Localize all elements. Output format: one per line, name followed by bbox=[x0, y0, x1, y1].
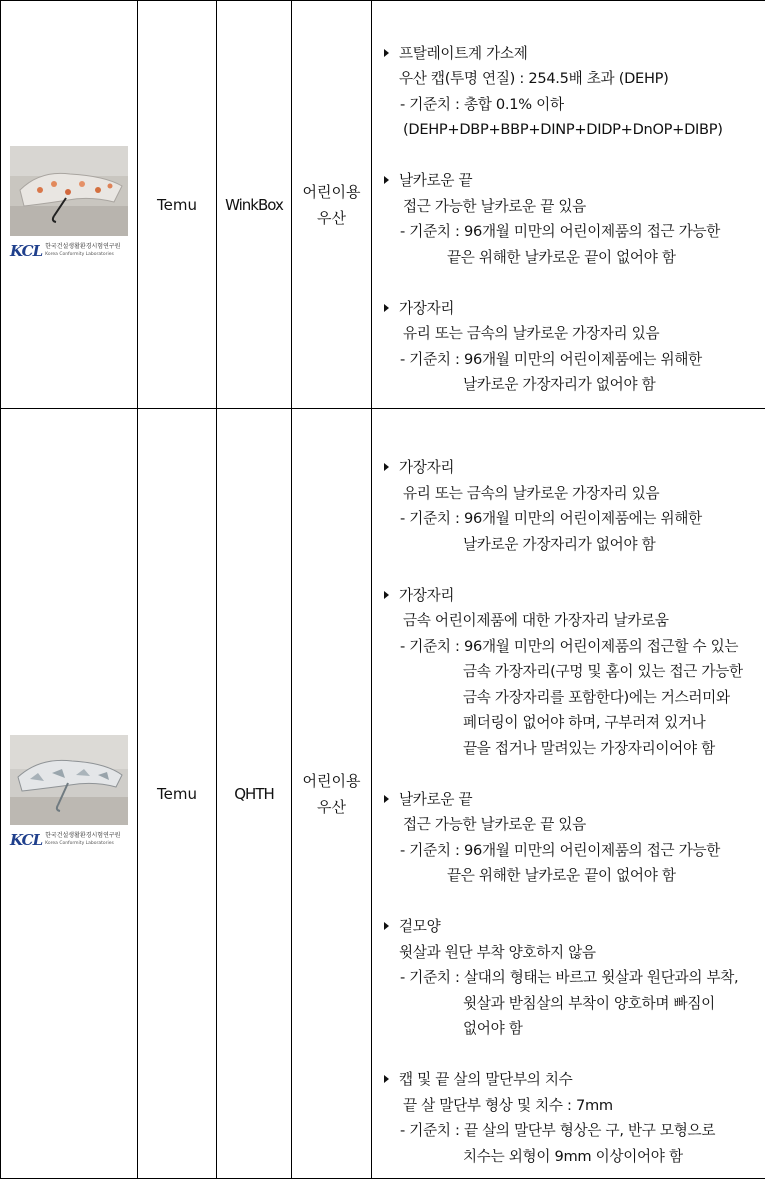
finding-title: 날카로운 끝 bbox=[384, 168, 765, 194]
triangle-right-icon bbox=[384, 49, 389, 57]
finding-standard: 페더링이 없어야 하며, 구부러져 있거나 bbox=[463, 714, 706, 731]
triangle-right-icon bbox=[384, 1075, 389, 1083]
finding-standard: - 기준치 : 총합 0.1% 이하 bbox=[400, 95, 564, 113]
findings-cell bbox=[372, 1, 765, 409]
triangle-right-icon bbox=[384, 591, 389, 599]
kcl-logo-name-en: Korea Conformity Laboratories bbox=[45, 841, 114, 846]
shop-cell: Temu bbox=[138, 409, 217, 1179]
product-type-line: 어린이용 bbox=[302, 771, 361, 790]
finding-title: 가장자리 bbox=[384, 583, 765, 609]
finding-result: 끝 살 말단부 형상 및 치수 : 7mm bbox=[403, 1096, 613, 1114]
product-type-line: 어린이용 bbox=[302, 182, 361, 201]
product-type-cell bbox=[292, 1, 372, 409]
product-type-line: 우산 bbox=[317, 208, 346, 227]
brand-cell: QHTH bbox=[217, 409, 292, 1179]
finding-standard: - 기준치 : 96개월 미만의 어린이제품에는 위해한 bbox=[400, 350, 702, 368]
finding-standard: - 기준치 : 살대의 형태는 바르고 윗살과 원단과의 부착, bbox=[400, 969, 739, 986]
kcl-logo-mark: KCL bbox=[10, 242, 43, 260]
finding-title: 가장자리 bbox=[384, 455, 765, 481]
finding-standard: (DEHP+DBP+BBP+DINP+DIDP+DnOP+DIBP) bbox=[403, 121, 723, 138]
finding-standard: 날카로운 가장자리가 없어야 함 bbox=[463, 376, 656, 393]
umbrella-photo-winkbox bbox=[10, 146, 128, 236]
table-row bbox=[1, 1, 765, 409]
finding-standard: 금속 가장자리를 포함한다)에는 거스러미와 bbox=[463, 688, 730, 706]
kcl-logo bbox=[10, 828, 128, 852]
finding-title: 날카로운 끝 bbox=[384, 787, 765, 813]
finding-title: 겉모양 bbox=[384, 914, 765, 940]
umbrella-photo-qhth bbox=[10, 735, 128, 825]
kcl-logo-mark: KCL bbox=[10, 831, 43, 849]
finding-title: 가장자리 bbox=[384, 296, 765, 322]
finding-standard: 끝은 위해한 날카로운 끝이 없어야 함 bbox=[447, 248, 676, 266]
finding-title: 캡 및 끝 살의 말단부의 치수 bbox=[384, 1067, 765, 1093]
finding-standard: - 기준치 : 96개월 미만의 어린이제품에는 위해한 bbox=[400, 510, 702, 527]
product-photo-cell bbox=[1, 409, 138, 1179]
triangle-right-icon bbox=[384, 463, 389, 471]
triangle-right-icon bbox=[384, 922, 389, 930]
finding-result: 우산 캡(투명 연질) : 254.5배 초과 (DEHP) bbox=[399, 70, 669, 87]
finding-result: 접근 가능한 날카로운 끝 있음 bbox=[403, 197, 586, 215]
finding-result: 접근 가능한 날카로운 끝 있음 bbox=[403, 816, 586, 833]
product-type-cell bbox=[292, 409, 372, 1179]
product-photo-cell bbox=[1, 1, 138, 409]
kcl-logo-name-ko: 한국건설생활환경시험연구원 bbox=[45, 243, 121, 250]
finding-standard: 윗살과 받침살의 부착이 양호하며 빠짐이 bbox=[463, 994, 715, 1012]
product-type-line: 우산 bbox=[317, 797, 346, 816]
finding-standard: 끝을 접거나 말려있는 가장자리이어야 함 bbox=[463, 739, 715, 757]
findings-cell bbox=[372, 409, 765, 1179]
finding-result: 유리 또는 금속의 날카로운 가장자리 있음 bbox=[403, 484, 660, 502]
finding-standard: 날카로운 가장자리가 없어야 함 bbox=[463, 535, 656, 553]
finding-standard: 끝은 위해한 날카로운 끝이 없어야 함 bbox=[447, 867, 676, 884]
finding-standard: - 기준치 : 끝 살의 말단부 형상은 구, 반구 모형으로 bbox=[400, 1122, 716, 1139]
shop-cell: Temu bbox=[138, 1, 217, 409]
finding-standard: - 기준치 : 96개월 미만의 어린이제품의 접근할 수 있는 bbox=[400, 637, 739, 655]
finding-standard: 금속 가장자리(구멍 및 홈이 있는 접근 가능한 bbox=[463, 663, 743, 680]
table-row bbox=[1, 409, 765, 1179]
finding-result: 금속 어린이제품에 대한 가장자리 날카로움 bbox=[403, 612, 669, 629]
triangle-right-icon bbox=[384, 304, 389, 312]
finding-result: 유리 또는 금속의 날카로운 가장자리 있음 bbox=[403, 325, 660, 342]
finding-result: 윗살과 원단 부착 양호하지 않음 bbox=[399, 943, 596, 961]
kcl-logo-name-ko: 한국건설생활환경시험연구원 bbox=[45, 832, 121, 839]
triangle-right-icon bbox=[384, 795, 389, 803]
kcl-logo-name-en: Korea Conformity Laboratories bbox=[45, 252, 114, 257]
finding-title: 프탈레이트계 가소제 bbox=[384, 41, 765, 67]
finding-standard: - 기준치 : 96개월 미만의 어린이제품의 접근 가능한 bbox=[400, 841, 721, 859]
triangle-right-icon bbox=[384, 176, 389, 184]
kcl-logo bbox=[10, 239, 128, 263]
finding-standard: - 기준치 : 96개월 미만의 어린이제품의 접근 가능한 bbox=[400, 223, 721, 240]
brand-cell: WinkBox bbox=[217, 1, 292, 409]
finding-standard: 없어야 함 bbox=[463, 1020, 523, 1037]
finding-standard: 치수는 외형이 9mm 이상이어야 함 bbox=[463, 1147, 683, 1165]
